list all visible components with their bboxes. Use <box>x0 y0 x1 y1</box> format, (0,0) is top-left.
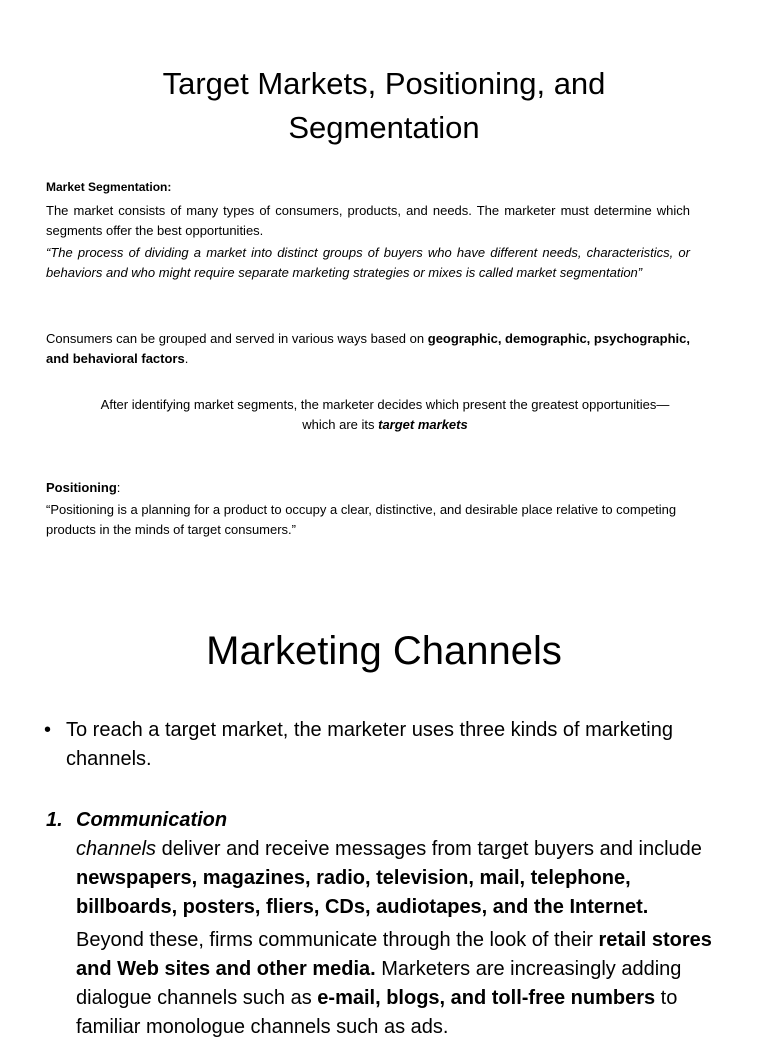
item-text-3: Marketers are increasingly adding dialogue channels such as <box>76 958 682 1009</box>
segmentation-quote: “The process of dividing a market into distinct groups of buyers who have different needs, characteristics, or behaviors and who might require separate marketing strategies or mixes is called market segmentation” <box>46 245 690 280</box>
channel-list: newspapers, magazines, radio, television, mail, telephone, billboards, posters, fliers, CDs, audiotapes, and the Internet. <box>76 867 649 918</box>
grouping-factors: geographic, demographic, psychographic, and behavioral factors <box>46 331 690 366</box>
target-markets-term: target markets <box>378 417 468 432</box>
title-line-2: Segmentation <box>288 110 480 145</box>
segmentation-paragraph: The market consists of many types of consumers, products, and needs. The marketer must determine which segments offer the best opportunities. <box>46 203 690 238</box>
item-text-1: deliver and receive messages from target buyers and include <box>156 838 702 860</box>
item-heading: Communication <box>76 809 228 831</box>
bullet-icon: • <box>44 719 52 741</box>
consumer-grouping-paragraph <box>46 329 690 368</box>
market-segmentation-label: Market Segmentation: <box>46 180 172 194</box>
target-markets-statement <box>80 395 690 435</box>
target-statement-line-2 <box>80 415 690 435</box>
retail-media: retail stores and Web sites and other media. <box>76 929 712 980</box>
item-number: 1. <box>46 809 63 831</box>
target-statement-line-1: After identifying market segments, the marketer decides which present the greatest opportunities— <box>100 397 670 412</box>
item-content <box>76 806 736 1042</box>
bullet-text: To reach a target market, the marketer uses three kinds of marketing channels. <box>66 719 673 770</box>
positioning-quote: “Positioning is a planning for a product to occupy a clear, distinctive, and desirable place relative to competing products in the minds of target consumers.” <box>46 502 677 537</box>
channels-term: channels <box>76 838 157 860</box>
slide-marketing-channels <box>0 560 768 1038</box>
grouping-text-end: . <box>184 350 189 366</box>
item-body-continued <box>76 926 736 1042</box>
slide-title <box>100 62 668 150</box>
positioning-colon: : <box>116 480 121 495</box>
item-text-4: to familiar monologue channels such as ads. <box>76 987 678 1038</box>
slide-title: Marketing Channels <box>206 629 562 673</box>
target-statement-text: which are its <box>302 417 379 432</box>
item-body <box>76 835 736 922</box>
title-line-1: Target Markets, Positioning, and <box>162 66 606 101</box>
dialogue-channels: e-mail, blogs, and toll-free numbers <box>317 987 656 1009</box>
item-text-2: Beyond these, firms communicate through the look of their <box>76 929 599 951</box>
grouping-text-start: Consumers can be grouped and served in various ways based on <box>46 331 428 346</box>
positioning-label: Positioning <box>46 480 117 495</box>
positioning-heading <box>46 478 690 498</box>
